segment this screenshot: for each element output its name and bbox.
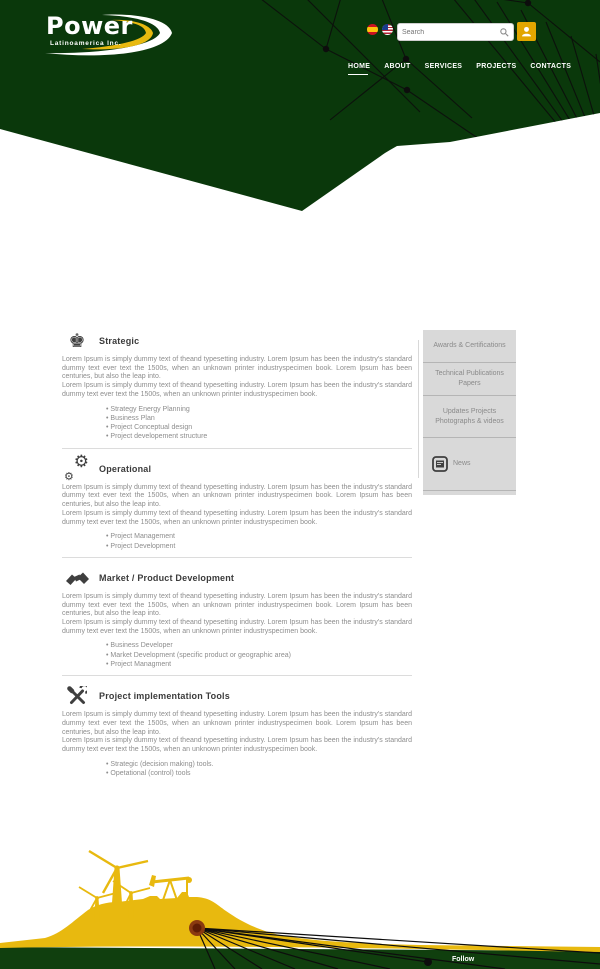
bullet-item: • Business Developer [106, 641, 412, 650]
gears-icon: ⚙ ⚙ [64, 451, 89, 483]
section-paragraph: Lorem Ipsum is simply dummy text of theand typesetting industry. Lorem Ipsum has been the industry's standard dummy text ever text the 1500s, when an unknown printer industryspecimen book. Lorem Ipsum has been centuries, but also the leap into. [62, 711, 412, 736]
section-paragraph: Lorem Ipsum is simply dummy text of theand typesetting industry. Lorem Ipsum has been the industry's standard dummy text ever text the 1500s, when an unknown printer industryspecimen book. Lorem Ipsum has been centuries, but also the leap into. [62, 356, 412, 381]
section-operational [62, 451, 412, 551]
section-divider [62, 557, 412, 558]
site-header [0, 0, 600, 225]
search-icon[interactable] [500, 28, 509, 37]
main-nav [348, 63, 571, 73]
user-login-button[interactable] [517, 22, 536, 41]
language-switch [367, 24, 393, 35]
wind-turbine-icon [89, 851, 148, 903]
bullet-item: • Business Plan [106, 414, 412, 423]
search-box [397, 23, 514, 41]
follow-link[interactable]: Follow [452, 956, 475, 963]
section-paragraph: Lorem Ipsum is simply dummy text of theand typesetting industry. Lorem Ipsum has been the industry's standard dummy text ever text the 1500s, when an unknown printer industryspecimen book. [62, 618, 412, 635]
bullet-list [106, 532, 412, 551]
bullet-item: • Project Management [106, 532, 412, 541]
user-icon [520, 25, 533, 38]
main-content [62, 330, 412, 783]
sidebar-item-updates-projects[interactable]: Updates Projects Photographs & videos [423, 396, 516, 438]
oil-pumpjack-icon [149, 875, 196, 906]
section-strategic [62, 330, 412, 442]
bullet-item: • Project Managment [106, 660, 412, 669]
section-title: Strategic [99, 336, 140, 346]
section-paragraph: Lorem Ipsum is simply dummy text of theand typesetting industry. Lorem Ipsum has been the industry's standard dummy text ever text the 1500s, when an unknown printer industryspecimen book. [62, 509, 412, 526]
brand-subtitle: Latinoamerica Inc. [50, 40, 122, 47]
hub-node-icon [189, 920, 205, 936]
bullet-item: • Project Development [106, 542, 412, 551]
section-paragraph: Lorem Ipsum is simply dummy text of theand typesetting industry. Lorem Ipsum has been the industry's standard dummy text ever text the 1500s, when an unknown printer industryspecimen book. [62, 737, 412, 754]
nav-item-projects[interactable]: PROJECTS [476, 63, 517, 70]
section-title: Market / Product Development [99, 572, 235, 583]
handshake-icon [64, 570, 90, 586]
sidebar-item-news[interactable]: News [423, 438, 516, 491]
spain-flag-icon[interactable] [367, 24, 378, 35]
crossed-tools-icon [64, 686, 90, 706]
section-paragraph: Lorem Ipsum is simply dummy text of theand typesetting industry. Lorem Ipsum has been the industry's standard dummy text ever text the 1500s, when an unknown printer industryspecimen book. Lorem Ipsum has been centuries, but also the leap into. [62, 592, 412, 618]
sidebar [423, 330, 516, 495]
bullet-item: • Project developement structure [106, 432, 412, 441]
nav-item-home[interactable]: HOME [348, 63, 370, 73]
footer-scene [0, 830, 600, 969]
bullet-item: • Opetational (control) tools [106, 769, 412, 778]
bullet-item: • Market Development (specific product or geographic area) [106, 651, 412, 660]
bullet-item: • Project Conceptual design [106, 423, 412, 432]
brand-logo[interactable] [40, 10, 200, 60]
brand-name: Power [46, 12, 133, 40]
search-input[interactable] [398, 29, 500, 36]
usa-flag-icon[interactable] [382, 24, 393, 35]
content-sidebar-rule [418, 340, 419, 478]
bullet-list [106, 760, 412, 779]
bullet-list [106, 405, 412, 442]
sidebar-item-technical-publications[interactable]: Technical Publications Papers [423, 363, 516, 396]
page-footer [0, 830, 600, 969]
section-title: Operational [99, 463, 152, 474]
section-title: Project implementation Tools [99, 691, 230, 702]
sidebar-item-awards-certifications[interactable]: Awards & Certifications [423, 330, 516, 363]
bullet-item: • Strategic (decision making) tools. [106, 760, 412, 769]
chess-piece-icon: ♚ [68, 329, 86, 352]
bullet-list [106, 641, 412, 669]
section-paragraph: Lorem Ipsum is simply dummy text of theand typesetting industry. Lorem Ipsum has been the industry's standard dummy text ever text the 1500s, when an unknown printer industryspecimen book. Lorem Ipsum has been centuries, but also the leap into. [62, 483, 412, 509]
nav-item-about[interactable]: ABOUT [384, 63, 411, 70]
nav-item-contacts[interactable]: CONTACTS [530, 63, 572, 70]
section-paragraph: Lorem Ipsum is simply dummy text of theand typesetting industry. Lorem Ipsum has been the industry's standard dummy text ever text the 1500s, when an unknown printer industryspecimen book. [62, 382, 412, 398]
section-project-implementation-tools [62, 685, 412, 778]
nav-item-services[interactable]: SERVICES [424, 63, 463, 70]
bullet-item: • Strategy Energy Planning [106, 405, 412, 414]
section-market-product-development [62, 567, 412, 669]
news-icon [432, 456, 448, 472]
section-divider [62, 448, 412, 449]
footer-dot [424, 958, 432, 966]
section-divider [62, 675, 412, 676]
